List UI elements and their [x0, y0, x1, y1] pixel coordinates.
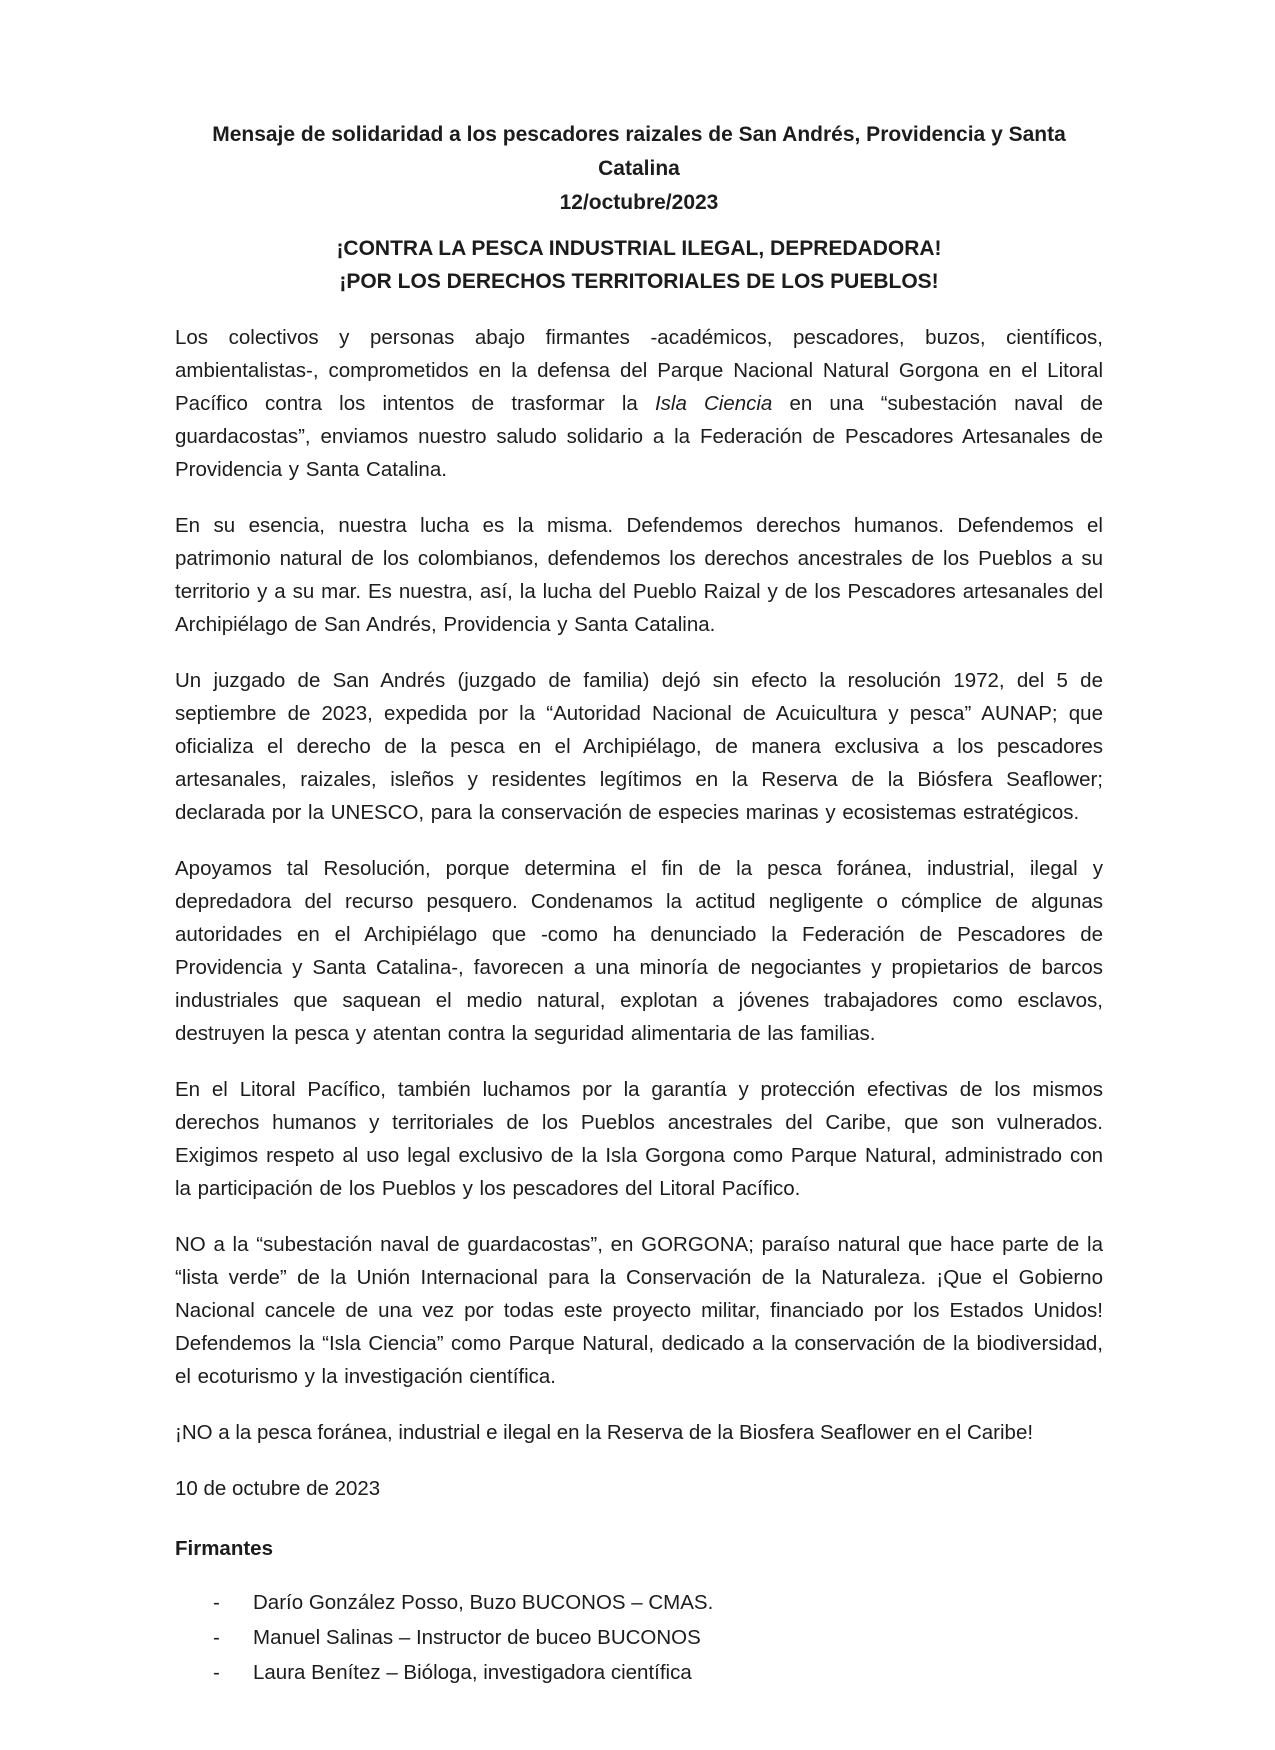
signer-item [175, 1655, 1103, 1690]
paragraph-2: En su esencia, nuestra lucha es la misma. Defendemos derechos humanos. Defendemos el patrimonio natural de los colombianos, defendemos los derechos ancestrales de los Pueblos a su territorio y a su mar. Es nuestra, así, la lucha del Pueblo Raizal y de los Pescadores artesanales del Archipiélago de San Andrés, Providencia y Santa Catalina. [175, 514, 1103, 636]
signers-heading: Firmantes [175, 1537, 273, 1560]
paragraph-6: NO a la “subestación naval de guardacostas”, en GORGONA; paraíso natural que hace parte de la “lista verde” de la Unión Internacional para la Conservación de la Naturaleza. ¡Que el Gobierno Nacional cancele de una vez por todas este proyecto militar, financiado por los Estados Unidos! Defendemos la “Isla Ciencia” como Parque Natural, dedicado a la conservación de la biodiversidad, el ecoturismo y la investigación científica. [175, 1233, 1103, 1388]
paragraph-5: En el Litoral Pacífico, también luchamos por la garantía y protección efectivas de los mismos derechos humanos y territoriales de los Pueblos ancestrales del Caribe, que son vulnerados. Exigimos respeto al uso legal exclusivo de la Isla Gorgona como Parque Natural, administrado con la participación de los Pueblos y los pescadores del Litoral Pacífico. [175, 1078, 1103, 1200]
document-date-header: 12/octubre/2023 [559, 191, 719, 214]
signer-name: Darío González Posso, Buzo BUCONOS – CMAS. [253, 1591, 714, 1614]
paragraph-3: Un juzgado de San Andrés (juzgado de familia) dejó sin efecto la resolución 1972, del 5 de septiembre de 2023, expedida por la “Autoridad Nacional de Acuicultura y pesca” AUNAP; que oficializa el derecho de la pesca en el Archipiélago, de manera exclusiva a los pescadores artesanales, raizales, isleños y residentes legítimos en la Reserva de la Biósfera Seaflower; declarada por la UNESCO, para la conservación de especies marinas y ecosistemas estratégicos. [175, 669, 1103, 824]
closing-exclamation-line: ¡NO a la pesca foránea, industrial e ilegal en la Reserva de la Biosfera Seaflower en el Caribe! [175, 1421, 1034, 1444]
signer-item [175, 1585, 1103, 1620]
paragraph-4: Apoyamos tal Resolución, porque determina el fin de la pesca foránea, industrial, ilegal y depredadora del recurso pesquero. Condenamos la actitud negligente o cómplice de algunas autoridades en el Archipiélago que -como ha denunciado la Federación de Pescadores de Providencia y Santa Catalina-, favorecen a una minoría de negociantes y propietarios de barcos industriales que saquean el medio natural, explotan a jóvenes trabajadores como esclavos, destruyen la pesca y atentan contra la seguridad alimentaria de las familias. [175, 857, 1103, 1045]
signer-name: Laura Benítez – Bióloga, investigadora científica [253, 1661, 692, 1684]
slogan-line-2: ¡POR LOS DERECHOS TERRITORIALES DE LOS PUEBLOS! [339, 270, 939, 293]
signers-list [175, 1585, 1103, 1690]
document-title: Mensaje de solidaridad a los pescadores raizales de San Andrés, Providencia y Santa Catalina [212, 123, 1066, 180]
signer-name: Manuel Salinas – Instructor de buceo BUCONOS [253, 1626, 701, 1649]
dash-bullet: - [213, 1661, 220, 1684]
slogan-block [175, 232, 1103, 298]
paragraph-1-italic-phrase: Isla Ciencia [654, 392, 773, 415]
paragraph-1 [175, 321, 1103, 486]
slogan-line-1: ¡CONTRA LA PESCA INDUSTRIAL ILEGAL, DEPREDADORA! [336, 237, 942, 260]
dash-bullet: - [213, 1591, 220, 1614]
title-block [175, 118, 1103, 220]
dash-bullet: - [213, 1626, 220, 1649]
paragraph-1-text-continued: en una “subestación naval de guardacostas”, enviamos nuestro saludo solidario a la Federación de Pescadores Artesanales de Providencia y Santa Catalina. [175, 392, 1104, 481]
paragraph-1-text: Los colectivos y personas abajo firmantes -académicos, pescadores, buzos, científicos, ambientalistas-, comprometidos en la defensa del Parque Nacional Natural Gorgona en el Litoral Pacífico contra los intentos de trasformar la [175, 326, 1103, 415]
signer-item [175, 1620, 1103, 1655]
document-date-line: 10 de octubre de 2023 [175, 1477, 381, 1500]
